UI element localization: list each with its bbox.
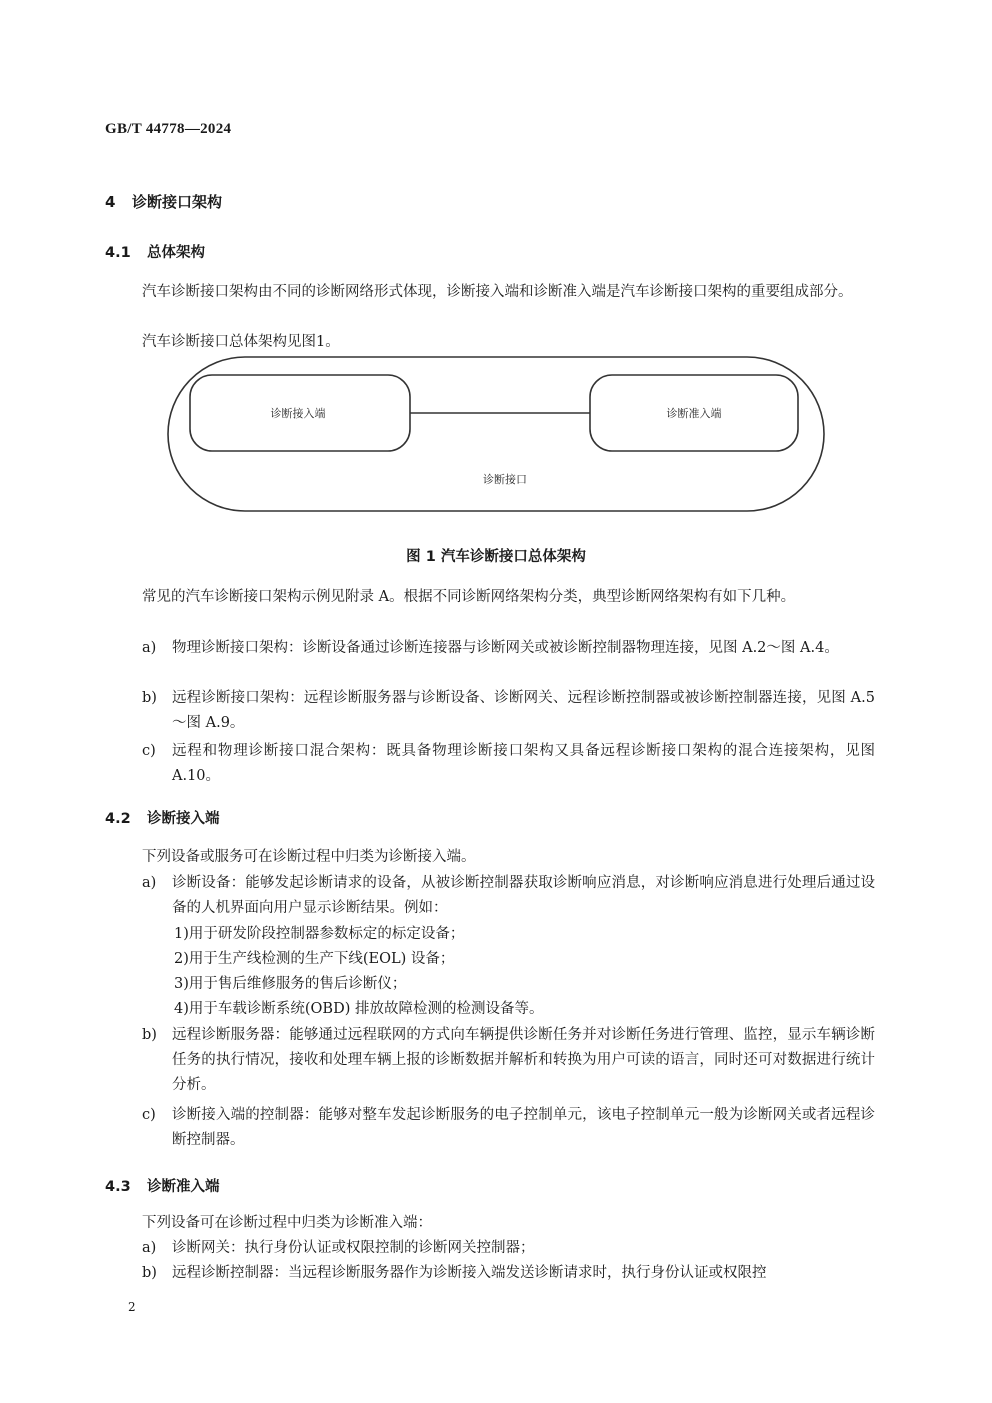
list-item <box>142 1023 875 1098</box>
list-item <box>142 686 875 736</box>
section-4-heading <box>105 191 222 212</box>
list-marker: b) <box>142 690 157 706</box>
section-title: 总体架构 <box>147 245 205 261</box>
list-text: 物理诊断接口架构：诊断设备通过诊断连接器与诊断网关或被诊断控制器物理连接，见图 A.2～图 A.4。 <box>172 640 839 656</box>
list-item <box>142 636 875 661</box>
list-text: 远程诊断接口架构：远程诊断服务器与诊断设备、诊断网关、远程诊断控制器或被诊断控制器连接，见图 A.5～图 A.9。 <box>172 690 875 731</box>
list-text: 远程诊断服务器：能够通过远程联网的方式向车辆提供诊断任务并对诊断任务进行管理、监控，显示车辆诊断任务的执行情况，接收和处理车辆上报的诊断数据并解析和转换为用户可读的语言，同时还可对数据进行统计分析。 <box>172 1027 875 1093</box>
figure-1-diagram <box>160 355 832 515</box>
list-item <box>142 1236 875 1261</box>
list-marker: c) <box>142 743 156 759</box>
sub-item: 3)用于售后维修服务的售后诊断仪； <box>174 976 407 992</box>
paragraph: 汽车诊断接口架构由不同的诊断网络形式体现，诊断接入端和诊断准入端是汽车诊断接口架构的重要组成部分。 <box>142 284 853 300</box>
list-marker: a) <box>142 875 157 891</box>
list-text: 远程诊断控制器：当远程诊断服务器作为诊断接入端发送诊断请求时，执行身份认证或权限控 <box>172 1265 767 1281</box>
diagnostic-interface-outline <box>168 357 824 511</box>
interface-label: 诊断接口 <box>483 473 527 486</box>
sub-item: 2)用于生产线检测的生产下线(EOL) 设备； <box>174 951 455 967</box>
list-item <box>142 871 875 921</box>
section-number: 4.2 <box>105 811 131 827</box>
section-4-1-heading <box>105 241 205 262</box>
figure-caption: 图 1 汽车诊断接口总体架构 <box>406 549 586 565</box>
paragraph: 汽车诊断接口总体架构见图1。 <box>142 334 340 350</box>
access-end-label: 诊断接入端 <box>270 407 326 420</box>
list-marker: a) <box>142 640 157 656</box>
sub-item: 4)用于车载诊断系统(OBD) 排放故障检测的检测设备等。 <box>174 1001 544 1017</box>
list-marker: b) <box>142 1265 157 1281</box>
paragraph: 下列设备可在诊断过程中归类为诊断准入端： <box>142 1215 432 1231</box>
section-4-2-heading <box>105 807 220 828</box>
sub-item: 1)用于研发阶段控制器参数标定的标定设备； <box>174 926 465 942</box>
section-4-3-heading <box>105 1175 220 1196</box>
list-text: 远程和物理诊断接口混合架构：既具备物理诊断接口架构又具备远程诊断接口架构的混合连接架构，见图A.10。 <box>172 743 875 784</box>
list-marker: b) <box>142 1027 157 1043</box>
admission-end-label: 诊断准入端 <box>666 407 722 420</box>
list-text: 诊断接入端的控制器：能够对整车发起诊断服务的电子控制单元，该电子控制单元一般为诊断网关或者远程诊断控制器。 <box>172 1107 875 1148</box>
section-number: 4.3 <box>105 1179 131 1195</box>
list-text: 诊断网关：执行身份认证或权限控制的诊断网关控制器； <box>172 1240 535 1256</box>
section-title: 诊断接口架构 <box>132 193 223 211</box>
paragraph: 下列设备或服务可在诊断过程中归类为诊断接入端。 <box>142 849 476 865</box>
list-marker: a) <box>142 1240 157 1256</box>
section-number: 4.1 <box>105 245 131 261</box>
list-item <box>142 1261 875 1286</box>
section-number: 4 <box>105 193 116 211</box>
list-item <box>142 1103 875 1153</box>
list-text: 诊断设备：能够发起诊断请求的设备，从被诊断控制器获取诊断响应消息，对诊断响应消息进行处理后通过设备的人机界面向用户显示诊断结果。例如： <box>172 875 875 916</box>
paragraph: 常见的汽车诊断接口架构示例见附录 A。根据不同诊断网络架构分类，典型诊断网络架构有如下几种。 <box>142 589 796 605</box>
standard-number: GB/T 44778—2024 <box>105 121 232 137</box>
page-number: 2 <box>128 1300 136 1314</box>
list-item <box>142 739 875 789</box>
section-title: 诊断准入端 <box>147 1179 220 1195</box>
section-title: 诊断接入端 <box>147 811 220 827</box>
list-marker: c) <box>142 1107 156 1123</box>
